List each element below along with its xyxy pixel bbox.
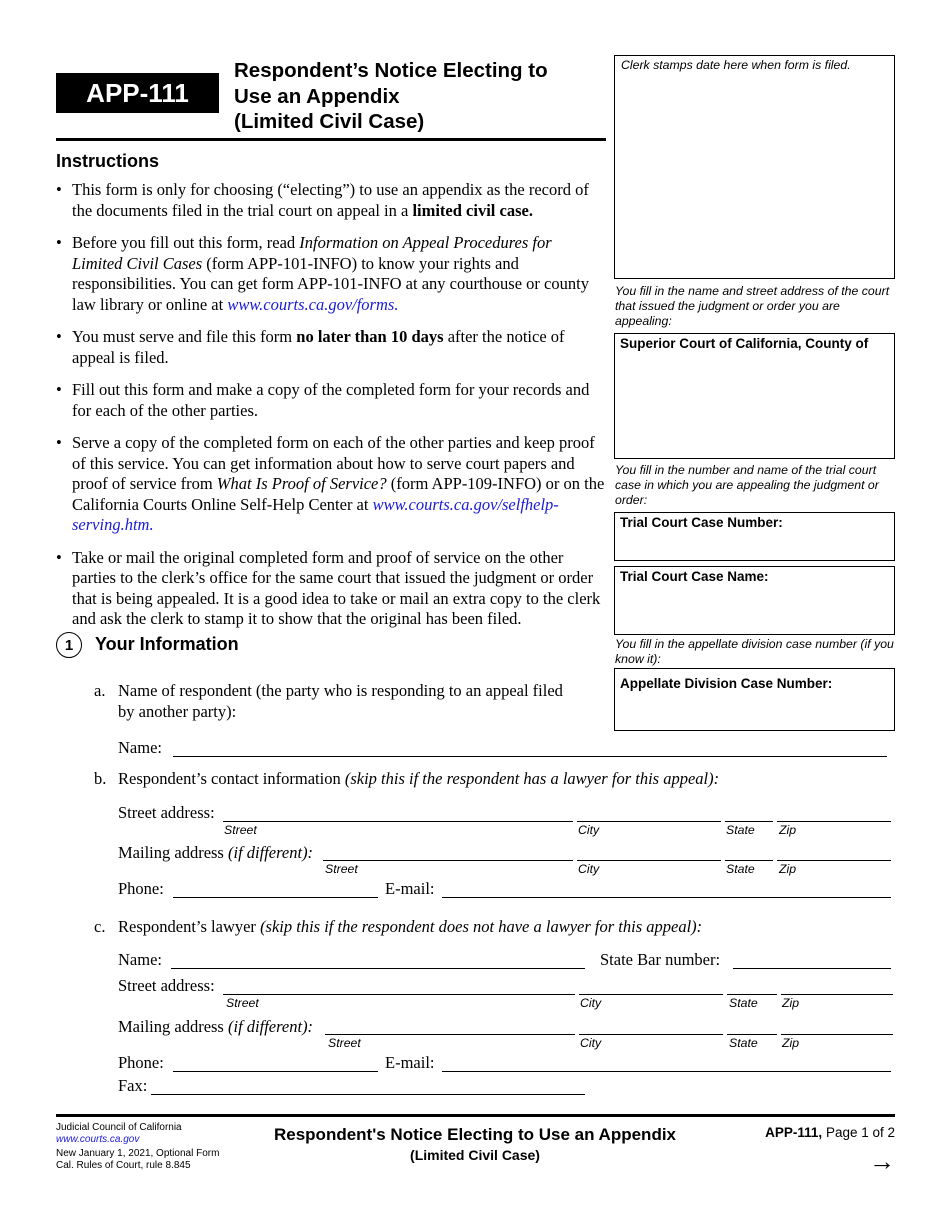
b-mailing-city-line[interactable] bbox=[577, 860, 721, 861]
item-b-text: Respondent’s contact information (skip this if the respondent has a lawyer for this appeal): bbox=[118, 769, 720, 788]
b-zip-sublabel: Zip bbox=[779, 823, 797, 837]
c-street-address-label: Street address: bbox=[118, 976, 215, 995]
next-page-arrow-icon: → bbox=[869, 1146, 895, 1176]
footer-page-number: Page 1 of 2 bbox=[822, 1125, 895, 1140]
respondent-name-label: Name: bbox=[118, 738, 162, 757]
c-email-label: E-mail: bbox=[385, 1053, 435, 1072]
c-mailing-zip-sublabel: Zip bbox=[782, 1036, 800, 1050]
c-mailing-city-line[interactable] bbox=[579, 1034, 723, 1035]
b-street-sublabel: Street bbox=[224, 823, 257, 837]
b-mailing-street-line[interactable] bbox=[323, 860, 573, 861]
item-b-letter: b. bbox=[94, 769, 107, 788]
instruction-item: • Fill out this form and make a copy of the completed form for your records and for each of the other parties. bbox=[56, 380, 606, 421]
selfhelp-link[interactable]: www.courts.ca.gov/selfhelp-serving.htm. bbox=[72, 494, 559, 534]
footer-revision: New January 1, 2021, Optional Form bbox=[56, 1148, 220, 1159]
c-phone-line[interactable] bbox=[173, 1071, 378, 1072]
c-name-label: Name: bbox=[118, 950, 162, 969]
b-phone-label: Phone: bbox=[118, 879, 164, 898]
item-a-text-2: by another party): bbox=[118, 702, 237, 721]
form-id-badge: APP-111 bbox=[56, 73, 219, 113]
b-city-line[interactable] bbox=[577, 821, 721, 822]
trial-case-name-label: Trial Court Case Name: bbox=[620, 569, 769, 584]
b-street-line[interactable] bbox=[223, 821, 573, 822]
instruction-item: • Take or mail the original completed form and proof of service on the other parties to the clerk’s office for the same court that issued the judgment or order that is being appealed. It is a good idea to take or mail an extra copy to the clerk and ask the clerk to stamp it to show that the original has been filed. bbox=[56, 548, 606, 630]
c-state-line[interactable] bbox=[727, 994, 777, 995]
trial-case-number-label: Trial Court Case Number: bbox=[620, 515, 783, 530]
footer-subtitle: (Limited Civil Case) bbox=[410, 1147, 540, 1163]
trial-case-note: You fill in the number and name of the trial court case in which you are appealing the judgment or order: bbox=[615, 463, 879, 507]
b-mailing-street-sublabel: Street bbox=[325, 862, 358, 876]
trial-case-name-box[interactable] bbox=[614, 566, 895, 635]
c-zip-sublabel: Zip bbox=[782, 996, 800, 1010]
appellate-case-number-box[interactable] bbox=[614, 668, 895, 731]
item-a-letter: a. bbox=[94, 681, 106, 700]
respondent-name-line[interactable] bbox=[173, 756, 887, 757]
instructions-heading: Instructions bbox=[56, 151, 160, 171]
c-email-line[interactable] bbox=[442, 1071, 891, 1072]
c-mailing-street-line[interactable] bbox=[325, 1034, 575, 1035]
forms-link[interactable]: www.courts.ca.gov/forms. bbox=[227, 294, 399, 314]
c-city-line[interactable] bbox=[579, 994, 723, 995]
b-mailing-address-label: Mailing address (if different): bbox=[118, 843, 314, 862]
instruction-item: • Serve a copy of the completed form on each of the other parties and keep proof of this service. You can get information about how to serve court papers and proof of service from What Is Proof of Service? (form APP-109-INFO) or on the California Courts Online Self-Help Center at www.courts.ca.gov/selfhelp-serving.htm. bbox=[56, 433, 606, 536]
footer-rule bbox=[56, 1114, 895, 1117]
b-email-line[interactable] bbox=[442, 897, 891, 898]
c-mailing-state-line[interactable] bbox=[727, 1034, 777, 1035]
c-fax-line[interactable] bbox=[151, 1094, 585, 1095]
c-street-sublabel: Street bbox=[226, 996, 259, 1010]
b-mailing-zip-line[interactable] bbox=[777, 860, 891, 861]
c-mailing-street-sublabel: Street bbox=[328, 1036, 361, 1050]
footer-title: Respondent's Notice Electing to Use an Appendix bbox=[273, 1125, 677, 1144]
instruction-item: • You must serve and file this form no later than 10 days after the notice of appeal is filed. bbox=[56, 327, 606, 368]
trial-case-number-box[interactable] bbox=[614, 512, 895, 561]
b-zip-line[interactable] bbox=[777, 821, 891, 822]
c-fax-label: Fax: bbox=[118, 1076, 148, 1095]
title-line-3: (Limited Civil Case) bbox=[234, 110, 425, 133]
b-phone-line[interactable] bbox=[173, 897, 378, 898]
item-c-text: Respondent’s lawyer (skip this if the respondent does not have a lawyer for this appeal): bbox=[118, 917, 703, 936]
title-line-1: Respondent’s Notice Electing to bbox=[234, 59, 548, 82]
c-mailing-city-sublabel: City bbox=[580, 1036, 602, 1050]
item-a-text-1: Name of respondent (the party who is responding to an appeal filed bbox=[118, 681, 563, 700]
c-phone-label: Phone: bbox=[118, 1053, 164, 1072]
instructions-list bbox=[56, 180, 606, 630]
b-street-address-label: Street address: bbox=[118, 803, 215, 822]
c-name-line[interactable] bbox=[171, 968, 585, 969]
footer-url[interactable]: www.courts.ca.gov bbox=[56, 1134, 140, 1145]
b-email-label: E-mail: bbox=[385, 879, 435, 898]
instruction-item: • This form is only for choosing (“electing”) to use an appendix as the record of the documents filed in the trial court on appeal in a limited civil case. bbox=[56, 180, 606, 221]
b-mailing-city-sublabel: City bbox=[578, 862, 600, 876]
b-mailing-state-sublabel: State bbox=[726, 862, 755, 876]
b-city-sublabel: City bbox=[578, 823, 600, 837]
b-mailing-zip-sublabel: Zip bbox=[779, 862, 797, 876]
court-note: You fill in the name and street address of the court that issued the judgment or order you are appealing: bbox=[615, 284, 890, 328]
clerk-stamp-box[interactable] bbox=[614, 55, 895, 279]
footer-org: Judicial Council of California bbox=[56, 1122, 182, 1133]
c-state-sublabel: State bbox=[729, 996, 758, 1010]
c-zip-line[interactable] bbox=[781, 994, 893, 995]
c-state-bar-line[interactable] bbox=[733, 968, 891, 969]
item-c-letter: c. bbox=[94, 917, 106, 936]
court-name-label: Superior Court of California, County of bbox=[620, 336, 869, 351]
section-heading: Your Information bbox=[95, 634, 239, 654]
b-mailing-state-line[interactable] bbox=[725, 860, 773, 861]
header-rule bbox=[56, 138, 606, 141]
footer-rule-ref: Cal. Rules of Court, rule 8.845 bbox=[56, 1160, 191, 1171]
c-state-bar-label: State Bar number: bbox=[600, 950, 721, 969]
footer-page bbox=[700, 1125, 895, 1140]
c-mailing-state-sublabel: State bbox=[729, 1036, 758, 1050]
c-city-sublabel: City bbox=[580, 996, 602, 1010]
section-number: 1 bbox=[56, 632, 82, 658]
clerk-stamp-label: Clerk stamps date here when form is filed. bbox=[621, 58, 851, 72]
c-mailing-zip-line[interactable] bbox=[781, 1034, 893, 1035]
c-mailing-address-label: Mailing address (if different): bbox=[118, 1017, 314, 1036]
title-line-2: Use an Appendix bbox=[234, 84, 400, 108]
form-title bbox=[234, 58, 548, 135]
appellate-case-number-label: Appellate Division Case Number: bbox=[620, 676, 833, 691]
b-state-sublabel: State bbox=[726, 823, 755, 837]
c-street-line[interactable] bbox=[223, 994, 575, 995]
footer-form-id: APP-111, bbox=[765, 1125, 823, 1140]
b-state-line[interactable] bbox=[725, 821, 773, 822]
instruction-item: • Before you fill out this form, read Information on Appeal Procedures for Limited Civil Cases (form APP-101-INFO) to know your rights and responsibilities. You can get form APP-101-INFO at any courthouse or county law library or online at www.courts.ca.gov/forms. bbox=[56, 233, 606, 315]
appellate-note: You fill in the appellate division case number (if you know it): bbox=[615, 637, 894, 666]
court-name-box[interactable] bbox=[614, 333, 895, 459]
